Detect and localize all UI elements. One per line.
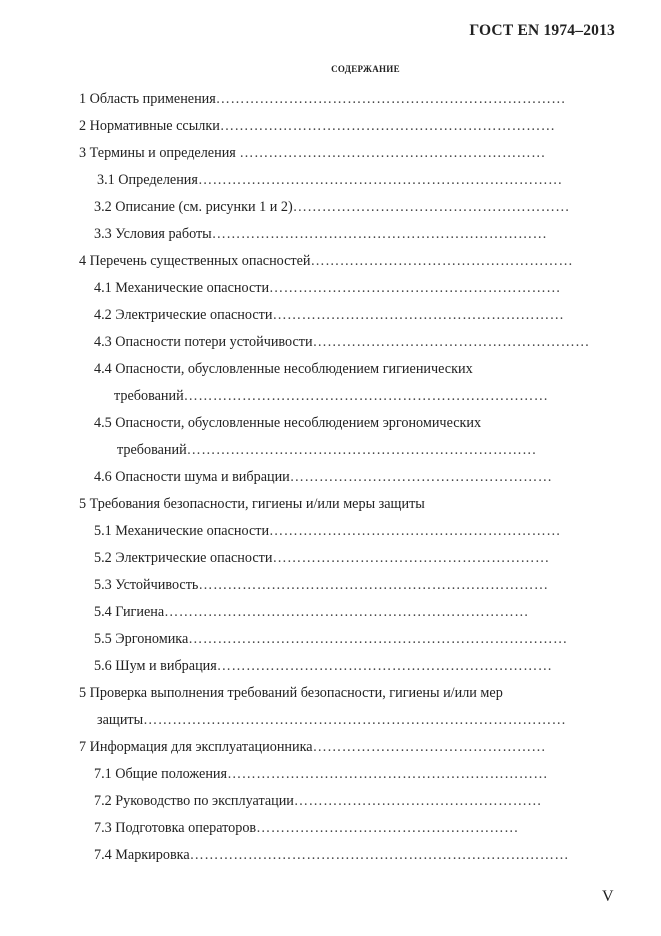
toc-entry-5-6[interactable]: 5.6 Шум и вибрация…………………………………………………………… [94,658,553,674]
toc-entry-4-6[interactable]: 4.6 Опасности шума и вибрации……………………………………………… [94,469,553,485]
toc-entry-5-3[interactable]: 5.3 Устойчивость……………………………………………………………… [94,577,549,593]
toc-entry-7[interactable]: 7 Информация для эксплуатационника………………………………………… [79,739,546,755]
toc-title: СОДЕРЖАНИЕ [331,64,400,74]
toc-entry-3-2[interactable]: 3.2 Описание (см. рисунки 1 и 2)………………………………………………… [94,199,570,215]
toc-entry-4-5-cont[interactable]: требований……………………………………………………………… [117,442,537,458]
toc-entry-5-5[interactable]: 5.5 Эргономика…………………………………………………………………… [94,631,568,647]
toc-entry-7-3[interactable]: 7.3 Подготовка операторов……………………………………………… [94,820,519,836]
toc-entry-4-3[interactable]: 4.3 Опасности потери устойчивости………………………………………………… [94,334,590,350]
toc-entry-6-cont[interactable]: защиты…………………………………………………………………………… [97,712,567,728]
toc-entry-6[interactable]: 5 Проверка выполнения требований безопасности, гигиены и/или мер [79,685,503,701]
toc-entry-4-4-cont[interactable]: требований………………………………………………………………… [114,388,549,404]
toc-entry-3-3[interactable]: 3.3 Условия работы…………………………………………………………… [94,226,548,242]
toc-entry-2[interactable]: 2 Нормативные ссылки…………………………………………………………… [79,118,556,134]
toc-entry-1[interactable]: 1 Область применения……………………………………………………………… [79,91,566,107]
page-number: V [602,888,614,905]
document-code: ГОСТ EN 1974–2013 [469,22,615,39]
toc-entry-3-1[interactable]: 3.1 Определения………………………………………………………………… [97,172,563,188]
toc-entry-4-4[interactable]: 4.4 Опасности, обусловленные несоблюдением гигиенических [94,361,473,377]
toc-entry-5-1[interactable]: 5.1 Механические опасности…………………………………………………… [94,523,561,539]
toc-entry-3[interactable]: 3 Термины и определения ……………………………………………………… [79,145,546,161]
toc-entry-4-1[interactable]: 4.1 Механические опасности…………………………………………………… [94,280,561,296]
toc-entry-4-5[interactable]: 4.5 Опасности, обусловленные несоблюдением эргономических [94,415,482,431]
toc-entry-5-2[interactable]: 5.2 Электрические опасности………………………………………………… [94,550,550,566]
toc-entry-7-4[interactable]: 7.4 Маркировка…………………………………………………………………… [94,847,569,863]
toc-entry-4-2[interactable]: 4.2 Электрические опасности…………………………………………………… [94,307,565,323]
toc-entry-5-4[interactable]: 5.4 Гигиена………………………………………………………………… [94,604,529,620]
toc-entry-7-1[interactable]: 7.1 Общие положения………………………………………………………… [94,766,548,782]
toc-entry-7-2[interactable]: 7.2 Руководство по эксплуатации…………………………………………… [94,793,542,809]
toc-entry-4[interactable]: 4 Перечень существенных опасностей……………………………………………… [79,253,574,269]
toc-entry-5[interactable]: 5 Требования безопасности, гигиены и/или меры защиты [79,496,425,512]
